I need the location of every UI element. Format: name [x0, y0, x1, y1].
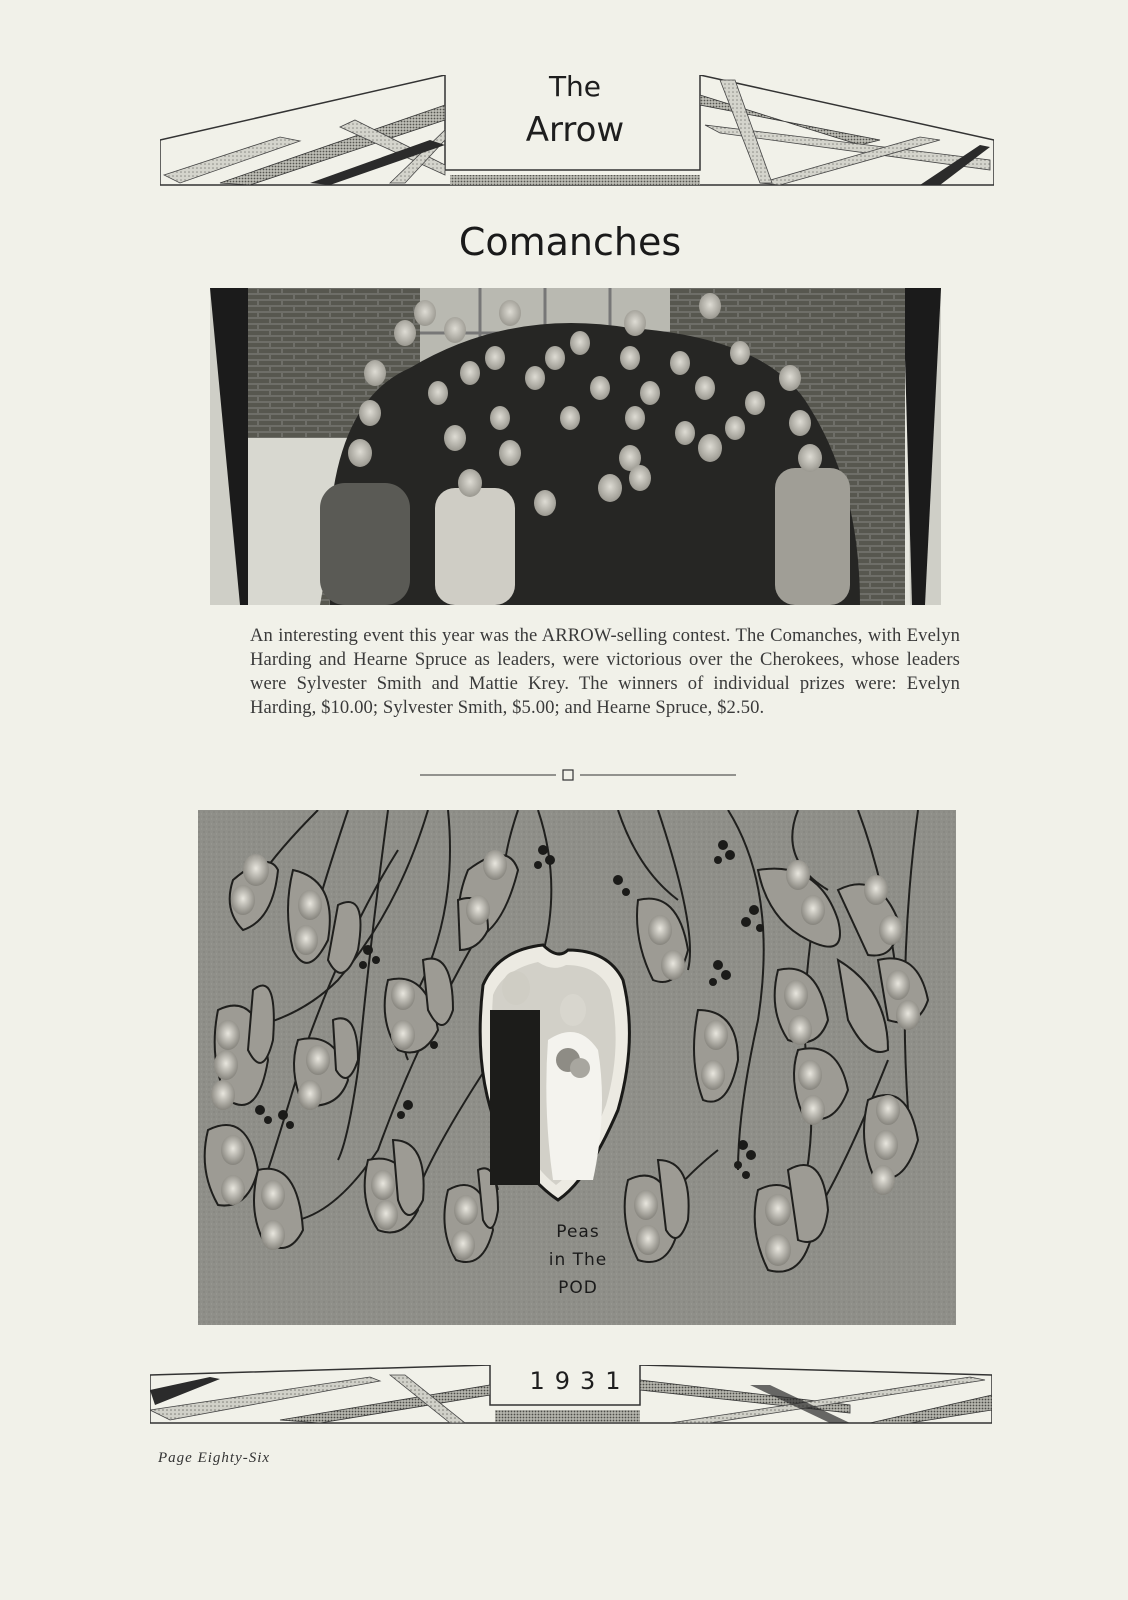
group-photo [210, 288, 941, 605]
collage-label-line1: Peas [556, 1222, 600, 1242]
section-title: Comanches [458, 220, 682, 264]
footer-year: 1931 [529, 1367, 631, 1395]
header-title-arrow: Arrow [525, 110, 625, 150]
page-number: Page Eighty-Six [158, 1450, 271, 1466]
collage-label [528, 1218, 628, 1302]
divider-ornament [420, 766, 736, 784]
collage-label-line2: in The [548, 1250, 608, 1270]
caption-text: An interesting event this year was the ARROW-selling contest. The Comanches, with Evelyn Harding and Hearne Spruce as leaders, were victorious over the Cherokees, whose leaders were Sylvester Smith and Mattie Krey. The winners of individual prizes were: Evelyn Harding, $10.00; Sylvester Smith, $5.00; and Hearne Spruce, $2.50. [250, 625, 960, 718]
collage-label-line3: POD [558, 1278, 598, 1298]
header-title-the: The [548, 70, 602, 103]
